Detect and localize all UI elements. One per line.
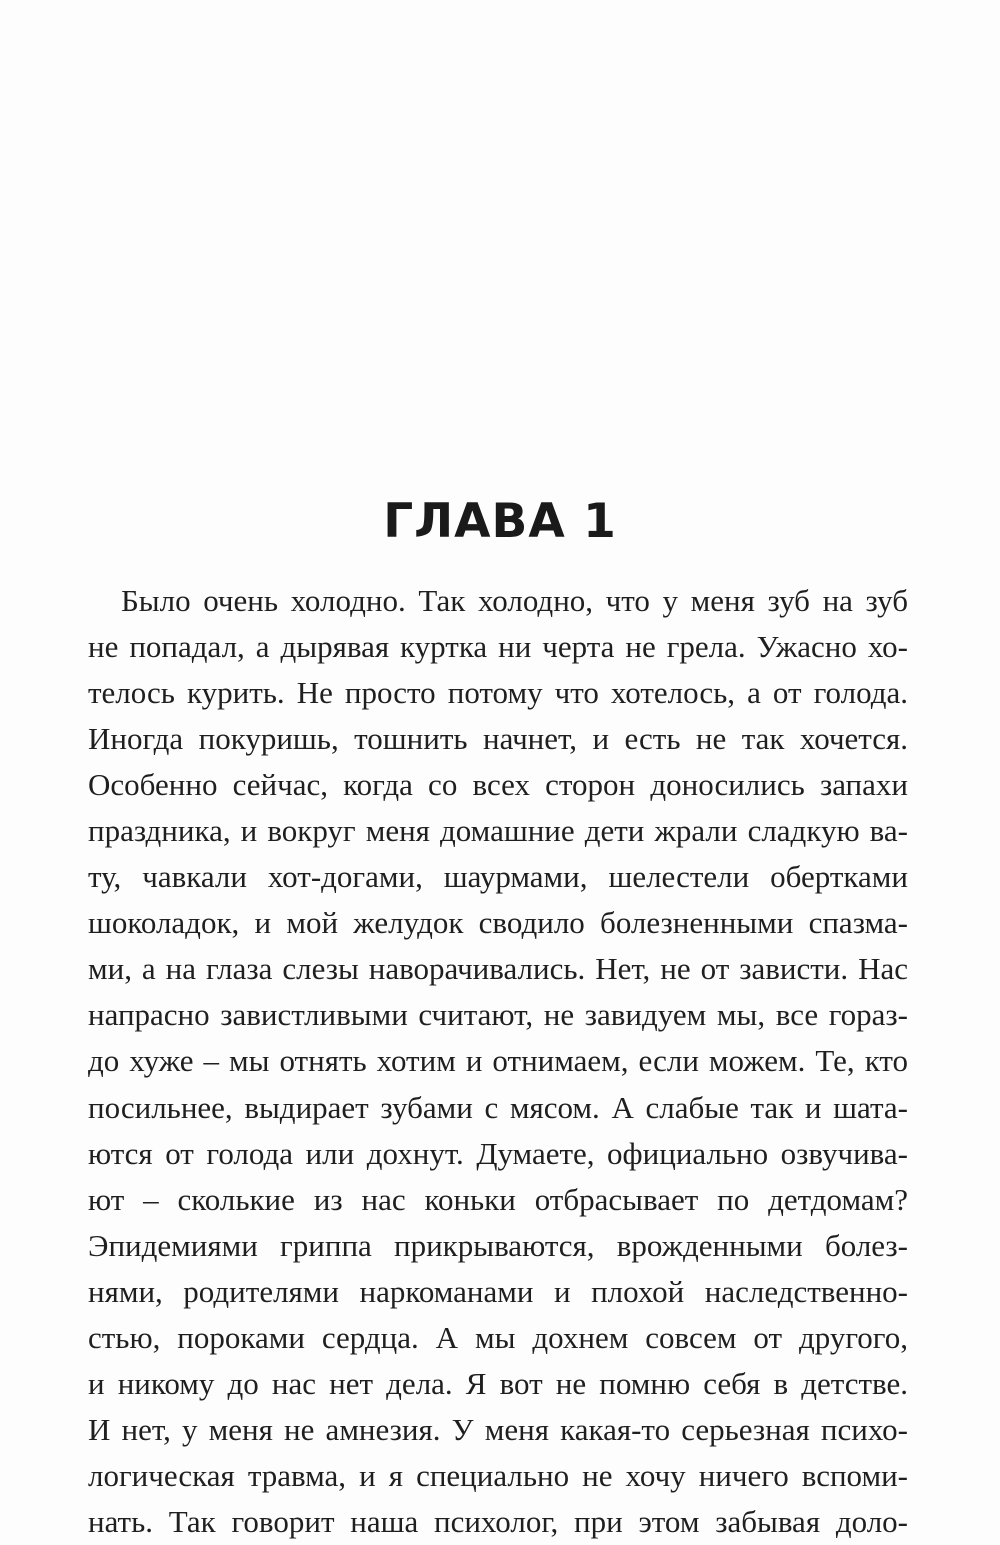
- chapter-title: ГЛАВА 1: [383, 494, 617, 549]
- text-line: ми, а на глаза слезы наворачивались. Нет, не от зависти. Нас: [88, 951, 908, 987]
- text-line: Особенно сейчас, когда со всех сторон доносились запахи: [88, 767, 908, 803]
- text-line: праздника, и вокруг меня домашние дети жрали сладкую ва-: [88, 813, 908, 849]
- text-line: ются от голода или дохнут. Думаете, официально озвучива-: [88, 1135, 908, 1171]
- text-line: нями, родителями наркоманами и плохой наследственно-: [88, 1273, 908, 1309]
- text-line: стью, пороками сердца. А мы дохнем совсем от другого,: [88, 1319, 908, 1355]
- text-line: не попадал, а дырявая куртка ни черта не грела. Ужасно хо-: [88, 629, 908, 665]
- text-line: ту, чавкали хот-догами, шаурмами, шелестели обертками: [88, 859, 908, 895]
- text-line: ют – сколькие из нас коньки отбрасывает по детдомам?: [88, 1181, 908, 1217]
- text-line: посильнее, выдирает зубами с мясом. А слабые так и шата-: [88, 1089, 908, 1125]
- text-line: Было очень холодно. Так холодно, что у меня зуб на зуб: [121, 583, 908, 618]
- text-line: логическая травма, и я специально не хочу ничего вспоми-: [88, 1457, 908, 1493]
- text-line: шоколадок, и мой желудок сводило болезненными спазма-: [88, 905, 908, 941]
- text-line: до хуже – мы отнять хотим и отнимаем, если можем. Те, кто: [88, 1043, 908, 1079]
- text-line: телось курить. Не просто потому что хотелось, а от голода.: [88, 675, 908, 711]
- text-line: и никому до нас нет дела. Я вот не помню себя в детстве.: [88, 1365, 908, 1401]
- text-line: нать. Так говорит наша психолог, при этом забывая доло-: [88, 1503, 908, 1539]
- body-text: [88, 578, 908, 1545]
- text-line: Иногда покуришь, тошнить начнет, и есть не так хочется.: [88, 721, 908, 757]
- text-line: Эпидемиями гриппа прикрываются, врожденными болез-: [88, 1227, 908, 1263]
- text-line: И нет, у меня не амнезия. У меня какая-то серьезная психо-: [88, 1411, 908, 1447]
- text-line: напрасно завистливыми считают, не завидуем мы, все гораз-: [88, 997, 908, 1033]
